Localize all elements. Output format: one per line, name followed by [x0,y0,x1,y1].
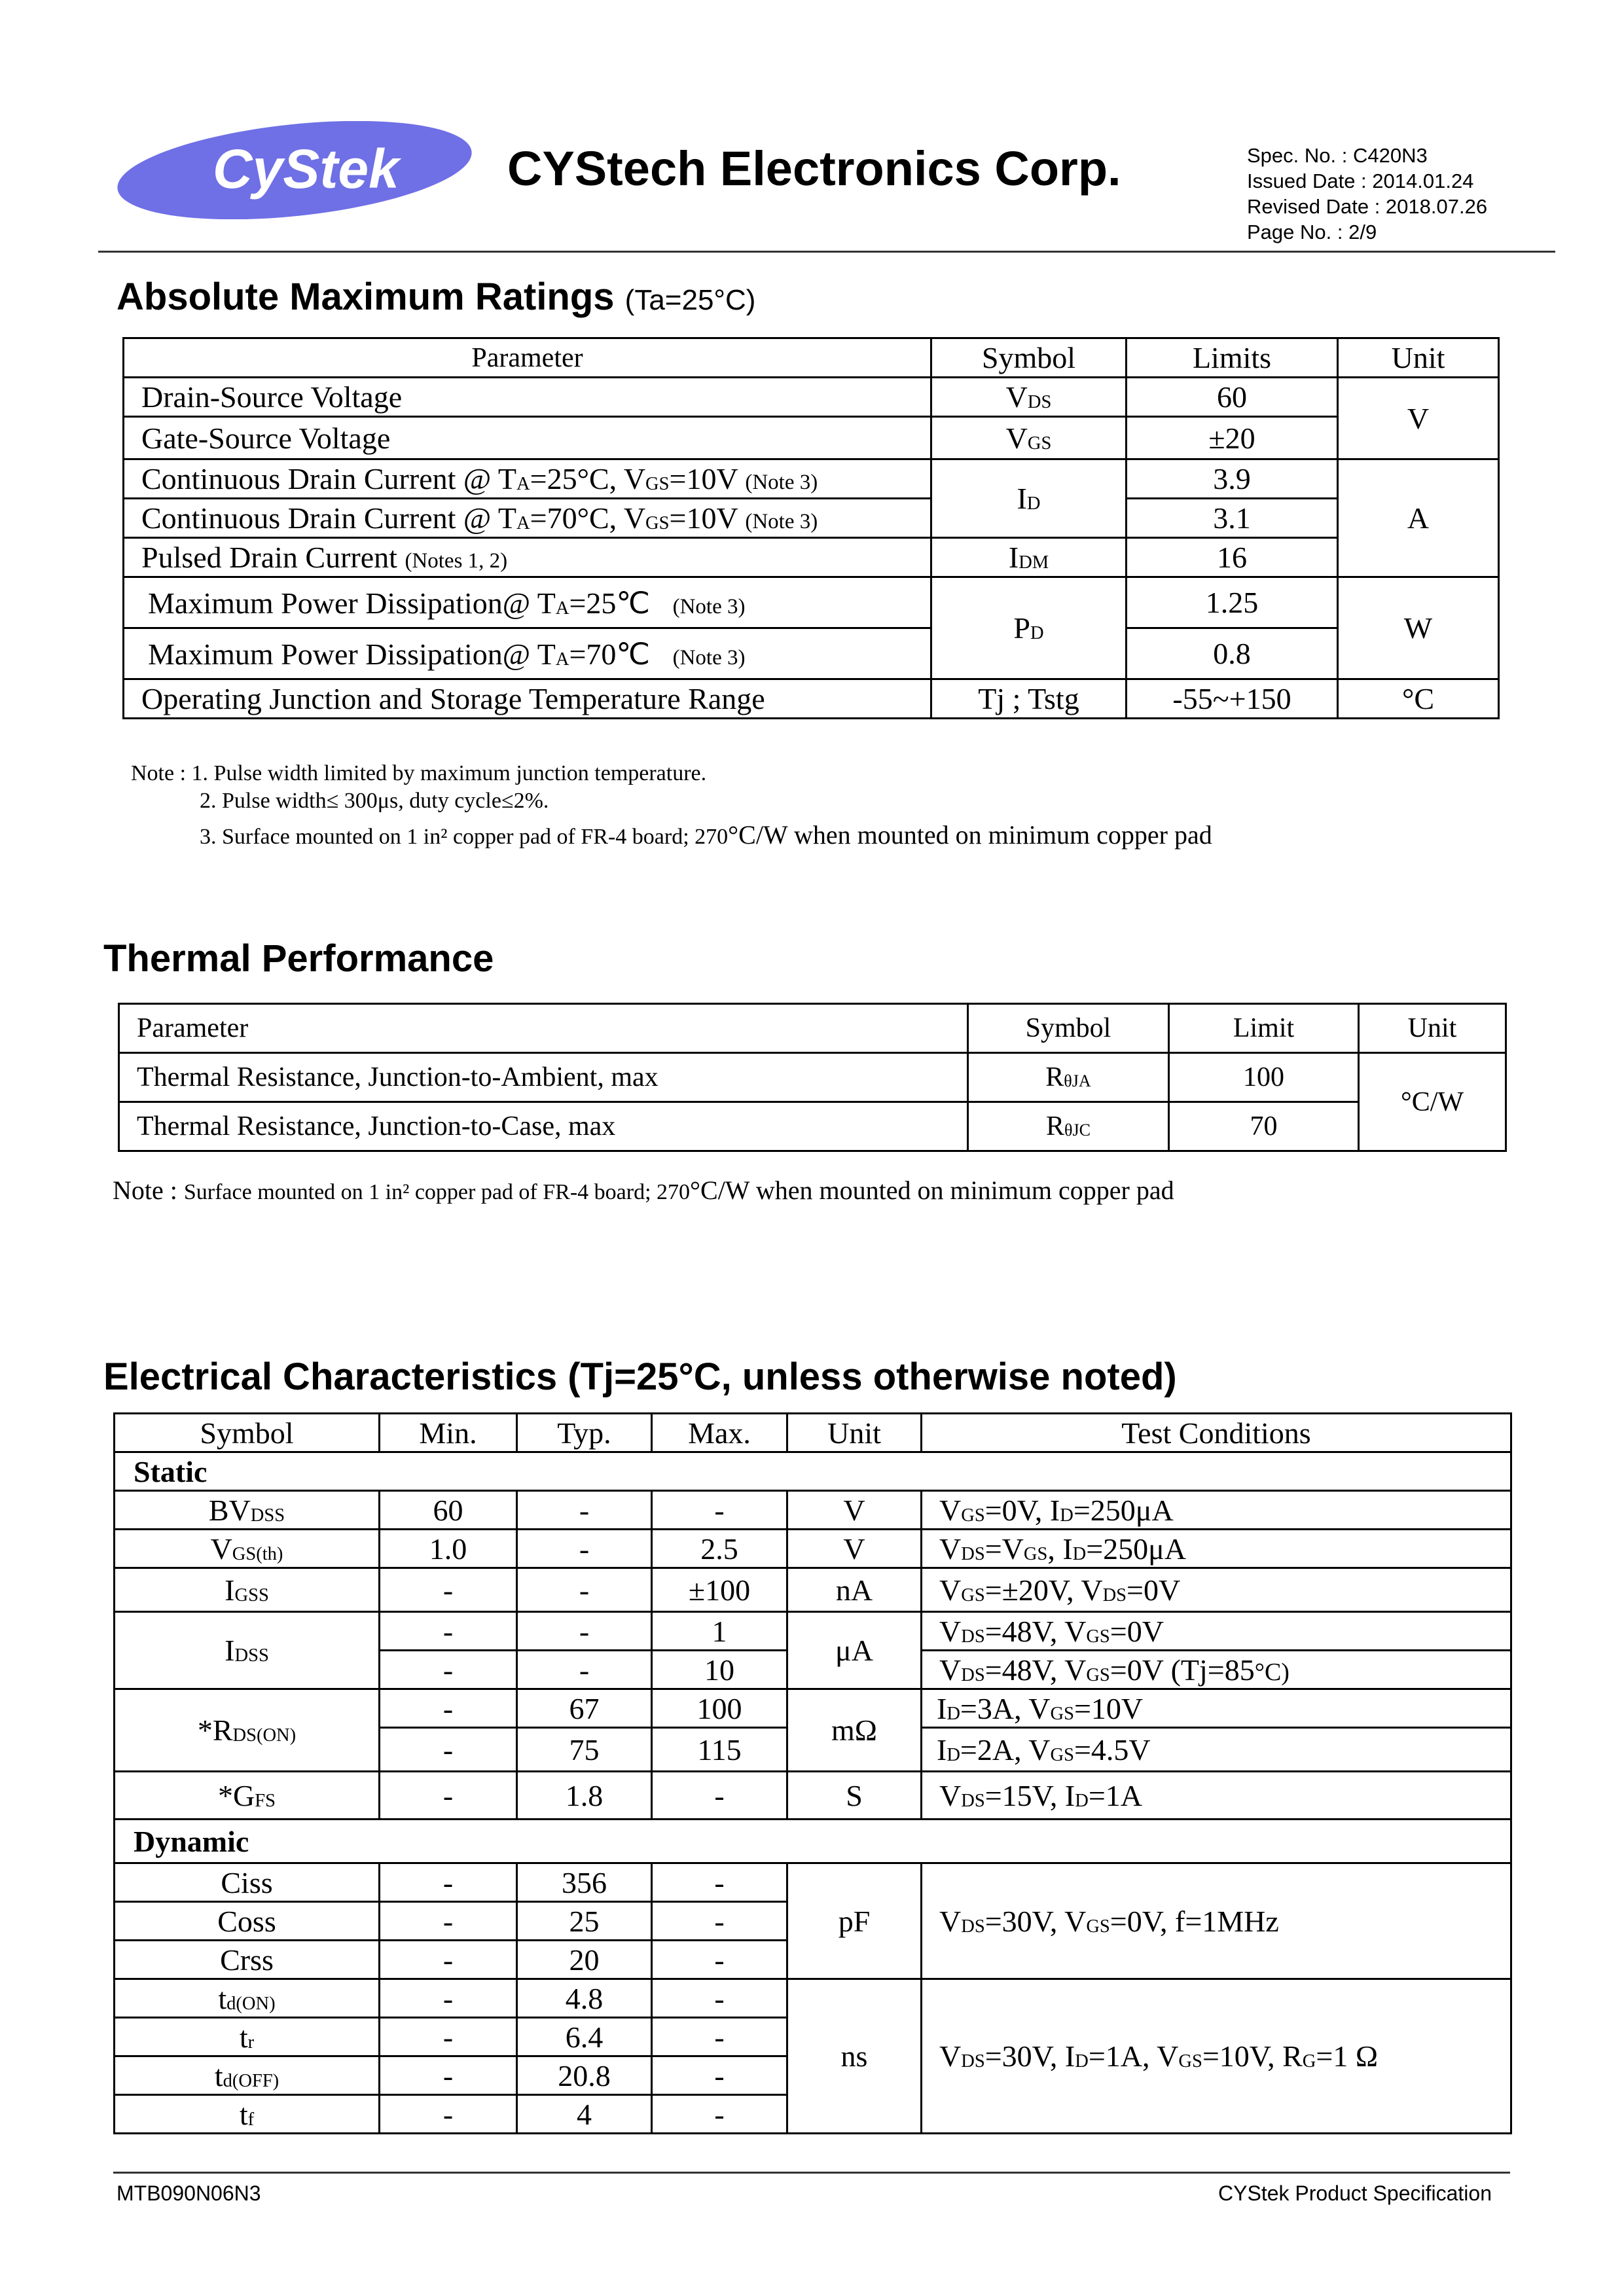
min-cell: - [380,1863,517,1902]
min-cell: - [380,1728,517,1772]
issued-date: Issued Date : 2014.01.24 [1247,170,1474,192]
amr-note-3: 3. Surface mounted on 1 in² copper pad of FR-4 board; 270°C/W when mounted on minimum copper pad [200,820,1212,850]
unit-cell: S [787,1772,922,1820]
table-row [124,459,1499,499]
logo-text: CyStek [213,138,399,200]
table-row [124,499,1499,538]
table-row [115,1568,1511,1612]
unit-cell: ns [787,1979,922,2134]
max-cell: 10 [652,1651,787,1689]
typ-cell: - [517,1651,652,1689]
param-cell: Maximum Power Dissipation@ $T_A=25℃$ (Note 3) [124,577,931,628]
min-cell: - [380,1979,517,2018]
unit-cell: A [1338,459,1499,577]
header-symbol: Symbol [115,1414,380,1452]
symbol-cell: $I_{DSS}$ [115,1612,380,1689]
dynamic-label: Dynamic [115,1820,1511,1863]
condition-cell: $V_{DS}=48V$, $V_{GS}=0V$ (Tj=85°C) [922,1651,1511,1689]
table-row [115,1979,1511,2018]
condition-cell: $V_{DS}=30V$, $V_{GS}=0V$, f=1MHz [922,1863,1511,1979]
table-row [115,1530,1511,1568]
typ-cell: 20.8 [517,2056,652,2095]
spec-block [1247,143,1487,245]
typ-cell: - [517,1612,652,1651]
limit-cell: 3.9 [1127,459,1338,499]
amr-title [117,275,755,319]
table-row [119,1053,1506,1102]
min-cell: - [380,1941,517,1979]
param-cell: Continuous Drain Current @ $T_A=70^\circ C$, $V_{GS}=10V$ (Note 3) [124,499,931,538]
min-cell: - [380,1772,517,1820]
max-cell: 2.5 [652,1530,787,1568]
table-row [124,417,1499,459]
max-cell: - [652,2056,787,2095]
table-row [124,538,1499,577]
typ-cell: 356 [517,1863,652,1902]
table-row [115,1772,1511,1820]
symbol-cell: $I_{DM}$ [931,538,1127,577]
param-cell: Operating Junction and Storage Temperature Range [124,679,931,719]
group-row-dynamic [115,1820,1511,1863]
symbol-cell: $t_f$ [115,2095,380,2134]
table-header-row [115,1414,1511,1452]
min-cell: - [380,2056,517,2095]
header-unit: Unit [1359,1004,1506,1053]
condition-cell: $V_{DS}=15V$, $I_D=1A$ [922,1772,1511,1820]
unit-cell: V [787,1530,922,1568]
max-cell: - [652,1902,787,1941]
min-cell: - [380,2018,517,2056]
table-row [124,577,1499,628]
max-cell: ±100 [652,1568,787,1612]
min-cell: - [380,1651,517,1689]
amr-title-text: Absolute Maximum Ratings [117,276,615,318]
limit-cell: 1.25 [1127,577,1338,628]
unit-cell: °C/W [1359,1053,1506,1151]
condition-cell: $I_D=3A$, $V_{GS}=10V$ [922,1689,1511,1728]
amr-title-condition: (Ta=25°C) [624,284,756,316]
symbol-cell: $t_r$ [115,2018,380,2056]
limit-cell: ±20 [1127,417,1338,459]
electrical-table [113,1412,1512,2134]
spec-number: Spec. No. : C420N3 [1247,144,1428,167]
symbol-cell: $t_{d(ON)}$ [115,1979,380,2018]
typ-cell: 75 [517,1728,652,1772]
symbol-cell: $I_{GSS}$ [115,1568,380,1612]
max-cell: - [652,1863,787,1902]
table-row [124,378,1499,417]
symbol-cell: Crss [115,1941,380,1979]
limit-cell: 70 [1169,1102,1359,1151]
company-logo [115,121,475,219]
min-cell: - [380,1612,517,1651]
limit-cell: 16 [1127,538,1338,577]
footer-rule [113,2172,1510,2174]
table-row [115,1491,1511,1530]
limit-cell: -55~+150 [1127,679,1338,719]
condition-cell: $V_{DS}=V_{GS}$, $I_D=250\mu A$ [922,1530,1511,1568]
thermal-table [118,1003,1507,1152]
min-cell: 1.0 [380,1530,517,1568]
typ-cell: 4.8 [517,1979,652,2018]
symbol-cell: $t_{d(OFF)}$ [115,2056,380,2095]
header-test-conditions: Test Conditions [922,1414,1511,1452]
min-cell: - [380,1568,517,1612]
max-cell: - [652,1979,787,2018]
typ-cell: 1.8 [517,1772,652,1820]
thermal-title: Thermal Performance [103,937,494,980]
min-cell: - [380,2095,517,2134]
symbol-cell: $V_{GS(th)}$ [115,1530,380,1568]
typ-cell: - [517,1491,652,1530]
param-cell: Gate-Source Voltage [124,417,931,459]
limit-cell: 0.8 [1127,628,1338,679]
unit-cell: μA [787,1612,922,1689]
page-number: Page No. : 2/9 [1247,221,1377,243]
amr-note-1: Note : 1. Pulse width limited by maximum junction temperature. [131,761,707,785]
header-min: Min. [380,1414,517,1452]
symbol-cell: Ciss [115,1863,380,1902]
table-row [115,1689,1511,1728]
table-header-row [124,338,1499,378]
header-limit: Limit [1169,1004,1359,1053]
max-cell: - [652,1491,787,1530]
param-cell: Drain-Source Voltage [124,378,931,417]
header-rule [98,251,1555,253]
header-symbol: Symbol [968,1004,1169,1053]
unit-cell: W [1338,577,1499,679]
param-cell: Thermal Resistance, Junction-to-Ambient, max [119,1053,968,1102]
revised-date: Revised Date : 2018.07.26 [1247,195,1488,218]
header-unit: Unit [787,1414,922,1452]
max-cell: - [652,2018,787,2056]
typ-cell: 20 [517,1941,652,1979]
group-row-static [115,1452,1511,1491]
thermal-note: Note : Surface mounted on 1 in² copper pad of FR-4 board; 270°C/W when mounted on minimum copper pad [113,1175,1174,1205]
header-limits: Limits [1127,338,1338,378]
header-parameter: Parameter [119,1004,968,1053]
param-cell: Thermal Resistance, Junction-to-Case, max [119,1102,968,1151]
unit-cell: nA [787,1568,922,1612]
min-cell: 60 [380,1491,517,1530]
typ-cell: 4 [517,2095,652,2134]
symbol-cell: $P_D$ [931,577,1127,679]
limit-cell: 100 [1169,1053,1359,1102]
condition-cell: $V_{GS}=\pm 20V$, $V_{DS}=0V$ [922,1568,1511,1612]
company-name: CYStech Electronics Corp. [507,141,1121,196]
typ-cell: - [517,1530,652,1568]
unit-cell: mΩ [787,1689,922,1772]
limit-cell: 60 [1127,378,1338,417]
table-row [115,1863,1511,1902]
max-cell: 1 [652,1612,787,1651]
condition-cell: $I_D=2A$, $V_{GS}=4.5V$ [922,1728,1511,1772]
typ-cell: 25 [517,1902,652,1941]
absolute-max-table [122,337,1500,719]
typ-cell: 67 [517,1689,652,1728]
symbol-cell: $V_{DS}$ [931,378,1127,417]
min-cell: - [380,1689,517,1728]
max-cell: 115 [652,1728,787,1772]
symbol-cell: $BV_{DSS}$ [115,1491,380,1530]
table-header-row [119,1004,1506,1053]
max-cell: 100 [652,1689,787,1728]
symbol-cell: Tj ; Tstg [931,679,1127,719]
symbol-cell: Coss [115,1902,380,1941]
typ-cell: - [517,1568,652,1612]
amr-note-2: 2. Pulse width≤ 300μs, duty cycle≤2%. [200,789,549,813]
symbol-cell: $R_{\theta JC}$ [968,1102,1169,1151]
header-unit: Unit [1338,338,1499,378]
header-parameter: Parameter [124,338,931,378]
condition-cell: $V_{DS}=30V$, $I_D=1A$, $V_{GS}=10V$, $R_G=1$ Ω [922,1979,1511,2134]
symbol-cell: $I_D$ [931,459,1127,538]
unit-cell: V [787,1491,922,1530]
static-label: Static [115,1452,1511,1491]
condition-cell: $V_{GS}=0V$, $I_D=250\mu A$ [922,1491,1511,1530]
typ-cell: 6.4 [517,2018,652,2056]
footer-part-number: MTB090N06N3 [117,2181,261,2205]
unit-cell: V [1338,378,1499,459]
header-symbol: Symbol [931,338,1127,378]
electrical-title: Electrical Characteristics (Tj=25°C, unless otherwise noted) [103,1355,1177,1398]
header-max: Max. [652,1414,787,1452]
symbol-cell: $*R_{DS(ON)}$ [115,1689,380,1772]
symbol-cell: $R_{\theta JA}$ [968,1053,1169,1102]
table-row [119,1102,1506,1151]
param-cell: Pulsed Drain Current (Notes 1, 2) [124,538,931,577]
table-row [124,679,1499,719]
max-cell: - [652,1941,787,1979]
max-cell: - [652,2095,787,2134]
unit-cell: °C [1338,679,1499,719]
header-typ: Typ. [517,1414,652,1452]
symbol-cell: $V_{GS}$ [931,417,1127,459]
unit-cell: pF [787,1863,922,1979]
min-cell: - [380,1902,517,1941]
symbol-cell: $*G_{FS}$ [115,1772,380,1820]
condition-cell: $V_{DS}=48V$, $V_{GS}=0V$ [922,1612,1511,1651]
param-cell: Maximum Power Dissipation@ $T_A=70℃$ (Note 3) [124,628,931,679]
table-row [124,628,1499,679]
max-cell: - [652,1772,787,1820]
param-cell: Continuous Drain Current @ $T_A=25^\circ C$, $V_{GS}=10V$ (Note 3) [124,459,931,499]
table-row [115,1612,1511,1651]
limit-cell: 3.1 [1127,499,1338,538]
footer-spec-label: CYStek Product Specification [1218,2181,1492,2205]
